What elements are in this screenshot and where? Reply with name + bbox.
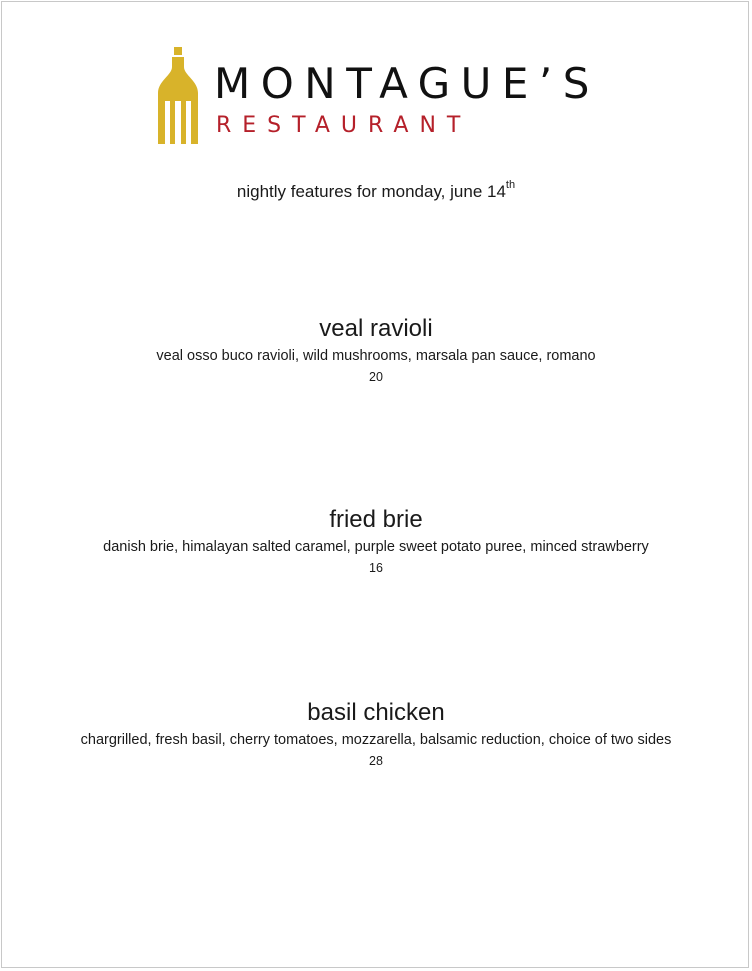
- menu-page: [1, 1, 749, 968]
- menu-item-price: 16: [369, 561, 383, 575]
- menu-item-name: basil chicken: [307, 699, 445, 726]
- brand-name: MONTAGUE’S: [214, 59, 600, 108]
- menu-item-price: 20: [369, 370, 383, 384]
- brand-subtitle: RESTAURANT: [216, 113, 472, 138]
- wine-bottle-fork-icon: [156, 45, 202, 145]
- menu-item: [2, 698, 750, 769]
- menu-item-description: danish brie, himalayan salted caramel, purple sweet potato puree, minced strawberry: [103, 539, 649, 555]
- features-heading: [2, 179, 750, 202]
- restaurant-logo: [156, 45, 601, 145]
- features-heading-text: nightly features for monday, june 14: [236, 182, 506, 201]
- menu-item-name: fried brie: [329, 506, 423, 533]
- menu-item: [2, 505, 750, 576]
- menu-item-description: veal osso buco ravioli, wild mushrooms, marsala pan sauce, romano: [156, 348, 596, 364]
- date-ordinal-suffix: th: [505, 179, 516, 191]
- menu-item-name: veal ravioli: [319, 315, 433, 342]
- menu-item: [2, 314, 750, 385]
- menu-item-description: chargrilled, fresh basil, cherry tomatoes, mozzarella, balsamic reduction, choice of two sides: [80, 732, 672, 748]
- menu-item-price: 28: [369, 754, 383, 768]
